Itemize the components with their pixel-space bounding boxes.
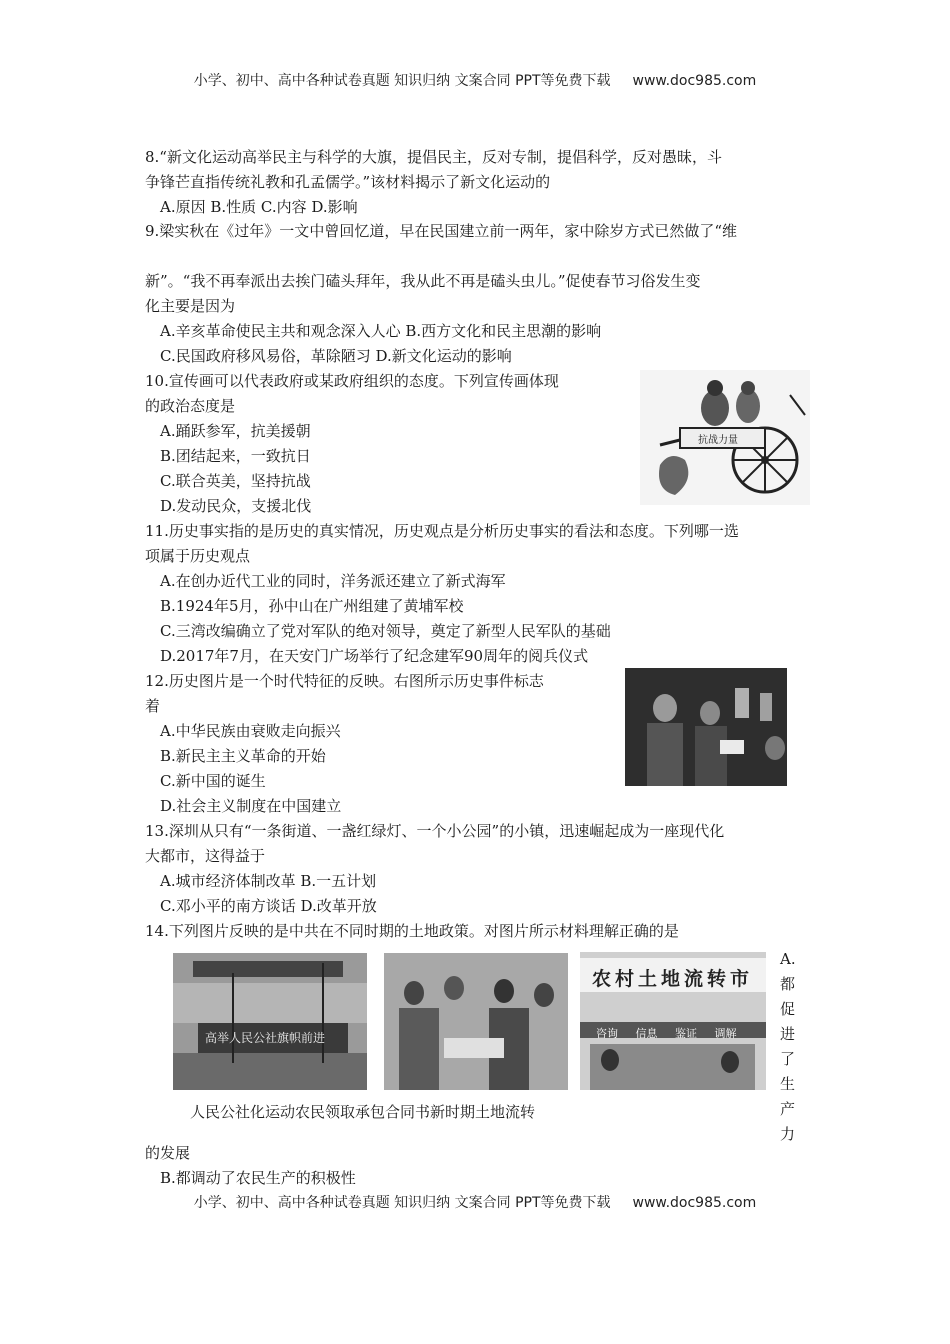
q8-line1: 8.“新文化运动高举民主与科学的大旗，提倡民主，反对专制，提倡科学，反对愚昧，斗 xyxy=(145,148,722,166)
q13-options-2: C.邓小平的南方谈话 D.改革开放 xyxy=(160,897,377,915)
q9-line3: 化主要是因为 xyxy=(145,297,236,315)
q11-line2: 项属于历史观点 xyxy=(145,547,251,565)
q13-options-1: A.城市经济体制改革 B.一五计划 xyxy=(160,872,377,890)
q9-options-1: A.辛亥革命使民主共和观念深入人心 B.西方文化和民主思潮的影响 xyxy=(160,322,602,340)
q12-option-d: D.社会主义制度在中国建立 xyxy=(160,797,342,815)
counter-label: 信息 xyxy=(635,1027,658,1040)
q13-line1: 13.深圳从只有“一条街道、一盏红绿灯、一个小公园”的小镇，迅速崛起成为一座现代化 xyxy=(145,822,725,840)
q9-options-2: C.民国政府移风易俗，革除陋习 D.新文化运动的影响 xyxy=(160,347,512,365)
land-transfer-market-photo xyxy=(580,952,766,1090)
vertical-char: 了 xyxy=(780,1050,796,1068)
q12-option-c: C.新中国的诞生 xyxy=(160,772,266,790)
page-footer xyxy=(0,1192,950,1212)
commune-banner-text: 高举人民公社旗帜前进 xyxy=(205,1031,326,1045)
q9-line1: 9.梁实秋在《过年》一文中曾回忆道，早在民国建立前一两年，家中除岁方式已然做了“维 xyxy=(145,222,737,240)
founding-ceremony-photo xyxy=(625,668,787,786)
q12-option-a: A.中华民族由衰败走向振兴 xyxy=(160,722,341,740)
counter-label: 调解 xyxy=(714,1027,737,1040)
q11-option-d: D.2017年7月，在天安门广场举行了纪念建军90周年的阅兵仪式 xyxy=(160,647,589,665)
q8-line2: 争锋芒直指传统礼教和孔孟儒学。”该材料揭示了新文化运动的 xyxy=(145,173,551,191)
footer-url[interactable]: www.doc985.com xyxy=(632,1195,757,1211)
q10-option-d: D.发动民众，支援北伐 xyxy=(160,497,312,515)
q14-option-b: B.都调动了农民生产的积极性 xyxy=(160,1169,356,1187)
q11-line1: 11.历史事实指的是历史的真实情况，历史观点是分析历史事实的看法和态度。下列哪一选 xyxy=(145,522,739,540)
commune-movement-photo xyxy=(173,953,367,1090)
poster-label: 抗战力量 xyxy=(698,435,738,446)
q12-line2: 着 xyxy=(145,697,161,715)
q14-option-a-cont: 的发展 xyxy=(145,1144,191,1162)
vertical-char: 都 xyxy=(780,975,796,993)
market-sign: 农村土地流转市 xyxy=(592,968,754,990)
vertical-char: A. xyxy=(780,950,796,968)
q10-line2: 的政治态度是 xyxy=(145,397,236,415)
q10-option-c: C.联合英美，坚持抗战 xyxy=(160,472,311,490)
q14-image-caption: 人民公社化运动农民领取承包合同书新时期土地流转 xyxy=(190,1103,536,1121)
q14-line1: 14.下列图片反映的是中共在不同时期的土地政策。对图片所示材料理解正确的是 xyxy=(145,922,679,940)
q10-line1: 10.宣传画可以代表政府或某政府组织的态度。下列宣传画体现 xyxy=(145,372,559,390)
photo-shapes xyxy=(625,668,787,786)
q10-option-a: A.踊跃参军，抗美援朝 xyxy=(160,422,311,440)
vertical-char: 促 xyxy=(780,1000,796,1018)
q14-option-a-vertical xyxy=(780,947,798,1147)
contract-photo-shapes xyxy=(384,953,568,1090)
commune-photo-shapes xyxy=(173,953,367,1090)
contract-photo xyxy=(384,953,568,1090)
q12-line1: 12.历史图片是一个时代特征的反映。右图所示历史事件标志 xyxy=(145,672,544,690)
q11-option-b: B.1924年5月，孙中山在广州组建了黄埔军校 xyxy=(160,597,464,615)
q8-options: A.原因 B.性质 C.内容 D.影响 xyxy=(160,198,358,216)
q12-option-b: B.新民主主义革命的开始 xyxy=(160,747,326,765)
q11-option-a: A.在创办近代工业的同时，洋务派还建立了新式海军 xyxy=(160,572,506,590)
q13-line2: 大都市，这得益于 xyxy=(145,847,266,865)
vertical-char: 进 xyxy=(780,1025,796,1043)
q10-option-b: B.团结起来，一致抗日 xyxy=(160,447,311,465)
q9-line2: 新”。“我不再奉派出去挨门磕头拜年，我从此不再是磕头虫儿。”促使春节习俗发生变 xyxy=(145,272,701,290)
counter-label: 咨询 xyxy=(596,1027,618,1040)
q11-option-c: C.三湾改编确立了党对军队的绝对领导，奠定了新型人民军队的基础 xyxy=(160,622,611,640)
footer-text: 小学、初中、高中各种试卷真题 知识归纳 文案合同 PPT等免费下载 xyxy=(193,1195,611,1211)
vertical-char: 产 xyxy=(780,1100,796,1118)
propaganda-poster-image xyxy=(640,370,810,505)
header-text: 小学、初中、高中各种试卷真题 知识归纳 文案合同 PPT等免费下载 xyxy=(193,73,611,89)
counter-label: 鉴证 xyxy=(674,1027,697,1040)
header-url[interactable]: www.doc985.com xyxy=(632,73,757,89)
page-header xyxy=(0,70,950,90)
vertical-char: 生 xyxy=(780,1075,796,1093)
vertical-char: 力 xyxy=(780,1125,796,1143)
